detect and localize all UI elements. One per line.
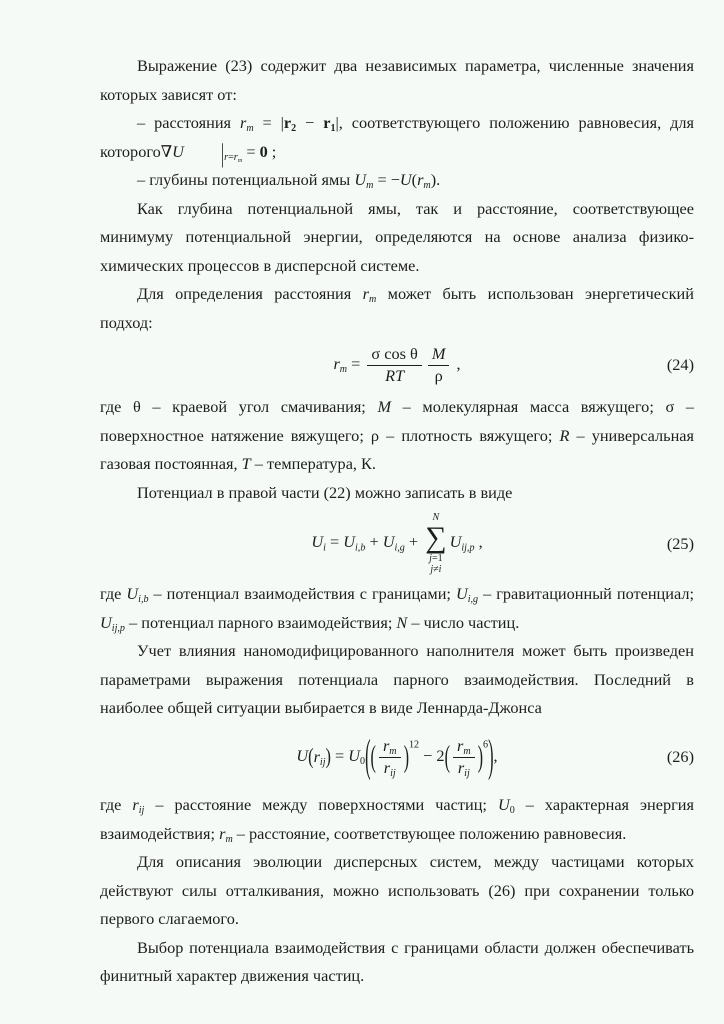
equation-25-body: $U_i = U_{i,b} + U_{i,g}$ + N ∑ j=1 j≠i $U_{ij,p}$ ,: [311, 512, 483, 576]
equation-25: [100, 507, 694, 580]
equation-26-number: (26): [666, 747, 694, 767]
paragraph-well-depth-item: – глубины потенциальной ямы $U_m = -U(r_m)$.: [137, 170, 441, 192]
equation-26-body: U ( $r_{ij}$ ) = $U_0$ ( ( $\frac{r_m}{r_{ij}}$ ) $^{12}$ − 2 ( $\frac{r_m}{r_{ij}}$ ) $^6$ ) ,: [296, 728, 498, 782]
paragraph-distance-item: – расстояния $r_m = |r_2 - r_1|$, соответствующего положению равновесия, для которого∇U $|_{r=r_m} = 0$ ;: [100, 113, 694, 169]
paragraph-analysis: Как глубина потенциальной ямы, так и расстояние, соответствующее минимуму потенциальной энергии, определяются на основе анализа физико-химических процессов в дисперсной системе.: [100, 198, 694, 275]
equation-24: [100, 337, 694, 393]
paragraph-boundary-choice: Выбор потенциала взаимодействия с границами области должен обеспечивать финитный характер движения частиц.: [100, 937, 694, 986]
paragraph-where-24: где θ – краевой угол смачивания; M – молекулярная масса вяжущего; σ – поверхностное натяжение вяжущего; ρ – плотность вяжущего; R – универсальная газовая постоянная, T – температура, К.: [100, 397, 694, 474]
equation-24-body: $r_m$ = $\frac{\text{σ cos θ}}{RT}$ $\frac{M}{\rho}$ ,: [333, 344, 461, 385]
paragraph-potential-form: Потенциал в правой части (22) можно записать в виде: [137, 482, 513, 502]
paragraph-where-25: где $U_{i,b}$ – потенциал взаимодействия с границами; $U_{i,g}$ – гравитационный потенциал; $U_{ij,p}$ – потенциал парного взаимодействия; N – число частиц.: [100, 584, 695, 635]
paragraph-where-26: где $r_{ij}$ – расстояние между поверхностями частиц; $U_0$ – характерная энергия взаимодействия; $r_m$ – расстояние, соответствующее положению равновесия.: [100, 795, 694, 846]
paragraph-repulsion: Для описания эволюции дисперсных систем, между частицами которых действуют силы отталкивания, можно использовать (26) при сохранении только первого слагаемого.: [100, 852, 694, 929]
equation-26: [100, 723, 694, 791]
equation-24-number: (24): [666, 355, 694, 375]
paragraph-nanomodified: Учет влияния наномодифицированного наполнителя может быть произведен параметрами выражения потенциала парного взаимодействия. Последний в наиболее общей ситуации выбирается в виде Леннарда-Джонса: [100, 641, 694, 718]
equation-25-number: (25): [666, 533, 694, 553]
paragraph-expression-23: Выражение (23) содержит два независимых параметра, численные значения которых зависят от:: [100, 56, 694, 104]
paragraph-energy-approach: Для определения расстояния $r_m$ может быть использован энергетический подход:: [100, 284, 694, 332]
